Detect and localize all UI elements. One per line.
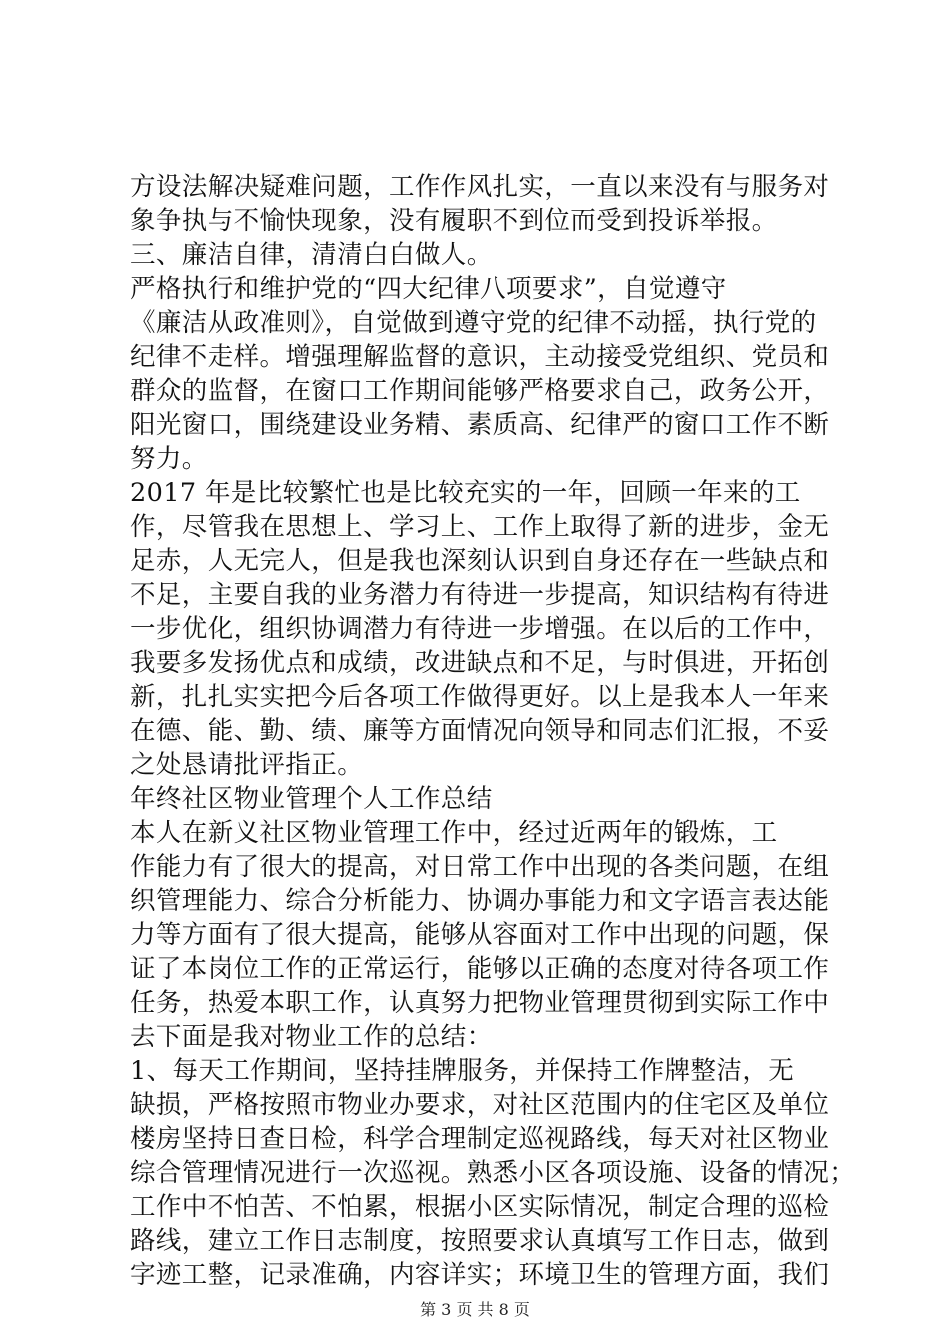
text-line: 纪律不走样。增强理解监督的意识，主动接受党组织、党员和 (130, 342, 830, 372)
text-line: 力等方面有了很大提高，能够从容面对工作中出现的问题，保 (130, 920, 830, 950)
text-line: 工作中不怕苦、不怕累，根据小区实际情况，制定合理的巡检 (130, 1192, 830, 1222)
page-number-footer: 第 3 页 共 8 页 (420, 1300, 530, 1319)
text-line: 足赤，人无完人，但是我也深刻认识到自身还存在一些缺点和 (130, 546, 830, 576)
text-line: 之处恳请批评指正。 (130, 750, 364, 780)
text-line: 《廉洁从政准则》，自觉做到遵守党的纪律不动摇，执行党的 (130, 308, 817, 338)
text-line: 去下面是我对物业工作的总结： (130, 1022, 493, 1052)
text-line: 1、每天工作期间，坚持挂牌服务，并保持工作牌整洁，无 (130, 1056, 795, 1086)
text-line: 缺损，严格按照市物业办要求，对社区范围内的住宅区及单位 (130, 1090, 830, 1120)
text-line: 阳光窗口，围绕建设业务精、素质高、纪律严的窗口工作不断 (130, 410, 830, 440)
text-line: 群众的监督，在窗口工作期间能够严格要求自己，政务公开， (130, 376, 830, 406)
text-line: 努力。 (130, 444, 208, 474)
text-line: 我要多发扬优点和成绩，改进缺点和不足，与时俱进，开拓创 (130, 648, 830, 678)
text-line: 路线，建立工作日志制度，按照要求认真填写工作日志，做到 (130, 1226, 830, 1256)
text-line: 在德、能、勤、绩、廉等方面情况向领导和同志们汇报，不妥 (130, 716, 830, 746)
text-line: 本人在新义社区物业管理工作中，经过近两年的锻炼，工 (130, 818, 778, 848)
text-line: 2017 年是比较繁忙也是比较充实的一年，回顾一年来的工 (130, 478, 801, 508)
text-line: 证了本岗位工作的正常运行，能够以正确的态度对待各项工作 (130, 954, 830, 984)
text-line: 综合管理情况进行一次巡视。熟悉小区各项设施、设备的情况； (130, 1158, 856, 1188)
text-line: 织管理能力、综合分析能力、协调办事能力和文字语言表达能 (130, 886, 830, 916)
text-line: 任务，热爱本职工作，认真努力把物业管理贯彻到实际工作中 (130, 988, 830, 1018)
text-line: 楼房坚持日查日检，科学合理制定巡视路线，每天对社区物业 (130, 1124, 830, 1154)
text-line: 字迹工整，记录准确，内容详实；环境卫生的管理方面，我们 (130, 1260, 830, 1290)
section-heading: 三、廉洁自律，清清白白做人。 (130, 240, 493, 270)
text-line: 象争执与不愉快现象，没有履职不到位而受到投诉举报。 (130, 206, 778, 236)
text-line: 严格执行和维护党的“四大纪律八项要求”，自觉遵守 (130, 274, 727, 304)
text-line: 一步优化，组织协调潜力有待进一步增强。在以后的工作中， (130, 614, 830, 644)
document-title: 年终社区物业管理个人工作总结 (130, 784, 493, 814)
text-line: 作，尽管我在思想上、学习上、工作上取得了新的进步，金无 (130, 512, 830, 542)
text-line: 不足，主要自我的业务潜力有待进一步提高，知识结构有待进 (130, 580, 830, 610)
text-line: 作能力有了很大的提高，对日常工作中出现的各类问题，在组 (130, 852, 830, 882)
text-line: 方设法解决疑难问题，工作作风扎实，一直以来没有与服务对 (130, 172, 830, 202)
text-line: 新，扎扎实实把今后各项工作做得更好。以上是我本人一年来 (130, 682, 830, 712)
